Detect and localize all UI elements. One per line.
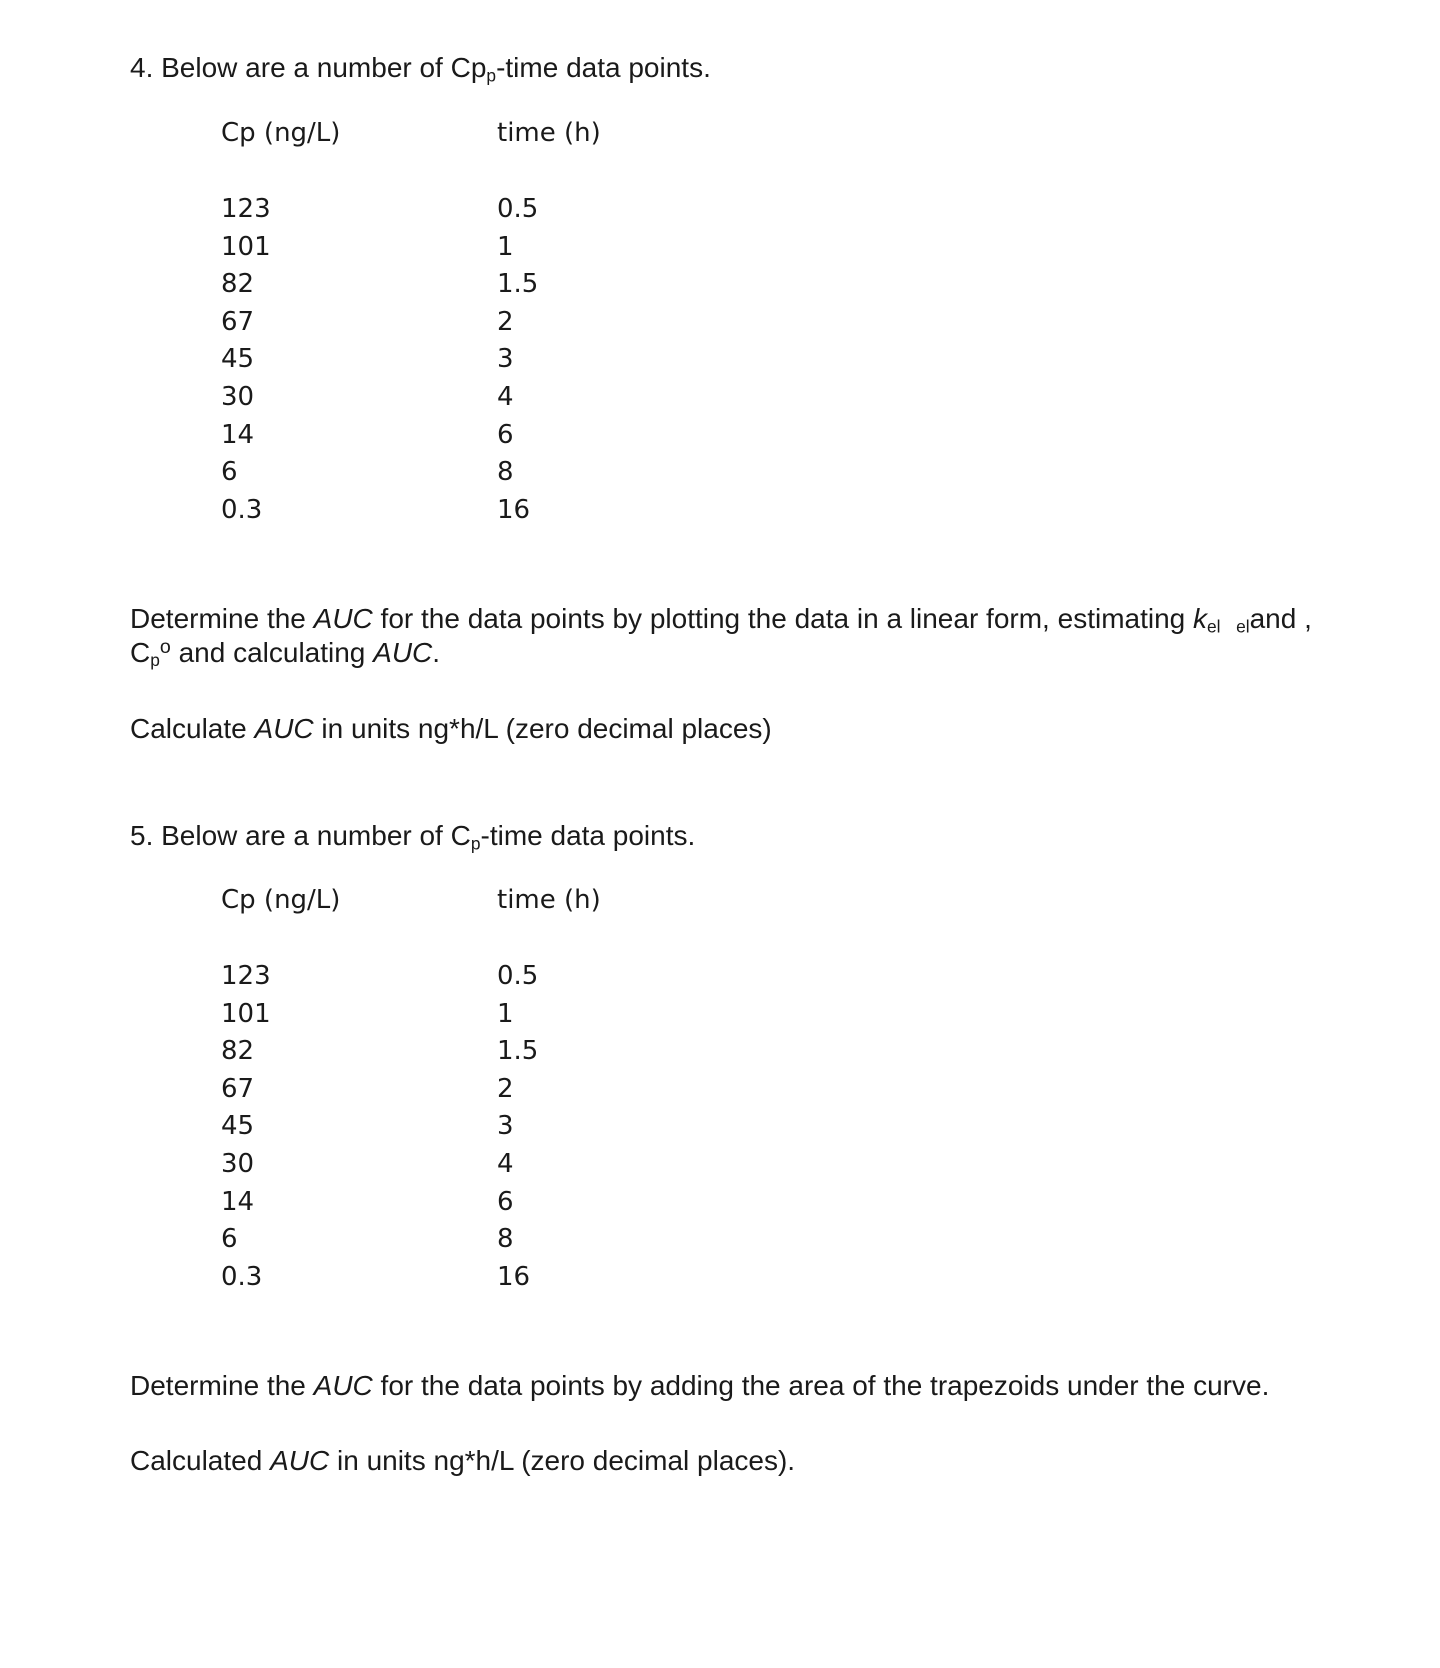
q4-cp-value: 101 bbox=[221, 231, 271, 262]
q4-time-value: 3 bbox=[497, 344, 514, 375]
q4-heading: 4. Below are a number of $Cp_p$-time data points. bbox=[130, 52, 711, 86]
q5-time-value: 1.5 bbox=[497, 1036, 539, 1067]
q5-cp-value: 30 bbox=[221, 1148, 255, 1179]
q5-heading: 5. Below are a number of $C_p$-time data points. bbox=[130, 820, 696, 854]
q4-time-value: 4 bbox=[497, 381, 514, 412]
q5-instruction: Determine the AUC for the data points by adding the area of the trapezoids under the curve. bbox=[130, 1370, 1270, 1401]
q5-calc-prompt: Calculated AUC in units ng*h/L (zero decimal places). bbox=[130, 1445, 796, 1476]
q4-time-value: 2 bbox=[497, 306, 514, 337]
q4-instruction-line2: $C_p^o$ and calculating AUC. bbox=[130, 636, 441, 671]
q4-cp-value: 82 bbox=[221, 269, 255, 300]
q4-cp-value: 6 bbox=[221, 457, 238, 488]
q4-time-value: 8 bbox=[497, 457, 514, 488]
q5-time-value: 0.5 bbox=[497, 961, 539, 991]
q5-cp-value: 101 bbox=[221, 998, 271, 1029]
q4-time-column bbox=[497, 191, 538, 529]
q5-cp-value: 123 bbox=[221, 961, 271, 991]
q4-cp-column bbox=[221, 191, 271, 529]
q5-time-value: 8 bbox=[497, 1224, 514, 1255]
q4-time-value: 1.5 bbox=[497, 269, 539, 300]
q4-cp-value: 14 bbox=[221, 419, 255, 450]
q5-cp-value: 14 bbox=[221, 1186, 255, 1217]
q5-time-value: 4 bbox=[497, 1148, 514, 1179]
q4-time-header: time (h) bbox=[497, 118, 601, 148]
q5-time-header: time (h) bbox=[497, 885, 601, 915]
q4-time-value: 6 bbox=[497, 419, 514, 450]
q5-time-column bbox=[497, 958, 538, 1296]
q5-cp-value: 82 bbox=[221, 1036, 255, 1067]
q4-cp-value: 30 bbox=[221, 381, 255, 412]
q5-time-value: 2 bbox=[497, 1073, 514, 1104]
q4-time-value: 0.5 bbox=[497, 194, 539, 224]
q5-cp-value: 67 bbox=[221, 1073, 255, 1104]
q4-cp-value: 67 bbox=[221, 306, 255, 337]
q4-time-value: 16 bbox=[497, 494, 531, 525]
q4-time-value: 1 bbox=[497, 231, 514, 262]
q5-time-value: 3 bbox=[497, 1111, 514, 1142]
q4-cp-value: 0.3 bbox=[221, 494, 263, 525]
q5-cp-value: 45 bbox=[221, 1111, 255, 1142]
q5-cp-value: 6 bbox=[221, 1224, 238, 1255]
q4-cp-value: 45 bbox=[221, 344, 255, 375]
q5-cp-value: 0.3 bbox=[221, 1261, 263, 1292]
q4-cp-value: 123 bbox=[221, 194, 271, 224]
q4-calc-prompt: Calculate AUC in units ng*h/L (zero decimal places) bbox=[130, 713, 772, 744]
q5-time-value: 1 bbox=[497, 998, 514, 1029]
q5-time-value: 16 bbox=[497, 1261, 531, 1292]
q5-time-value: 6 bbox=[497, 1186, 514, 1217]
q5-cp-column bbox=[221, 958, 271, 1296]
q5-cp-header: Cp (ng/L) bbox=[221, 885, 341, 915]
q4-cp-header: Cp (ng/L) bbox=[221, 118, 341, 148]
q4-instruction-line1: Determine the AUC for the data points by plotting the data in a linear form, estimating kel eland , bbox=[130, 603, 1312, 637]
